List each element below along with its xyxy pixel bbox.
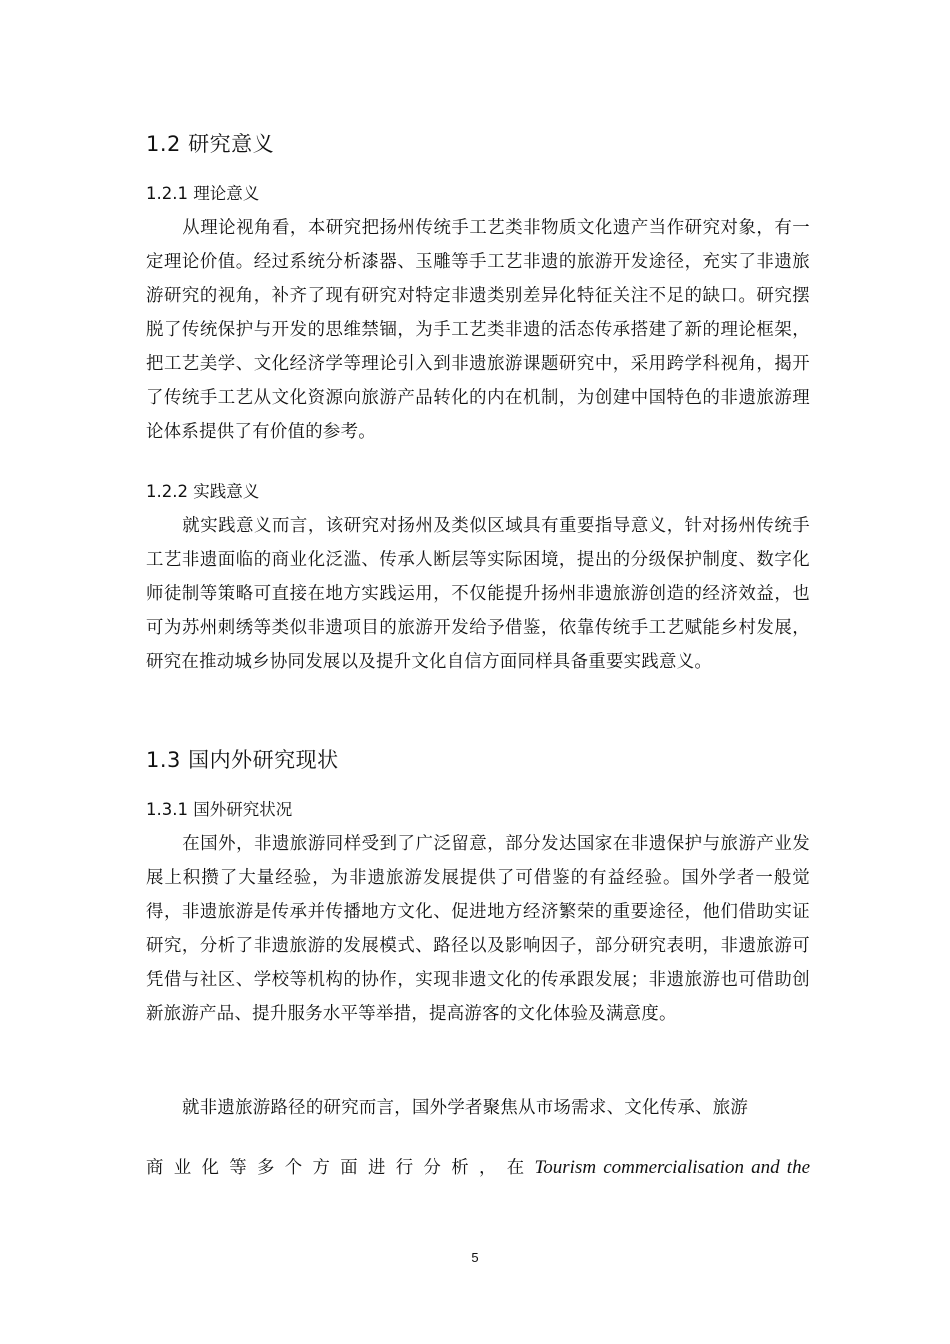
paragraph-text: 在国外，非遗旅游同样受到了广泛留意，部分发达国家在非遗保护与旅游产业发展上积攒了大量经验，为非遗旅游发展提供了可借鉴的有益经验。国外学者一般觉得，非遗旅游是传承并传播地方文化、促进地方经济繁荣的重要途径，他们借助实证研究，分析了非遗旅游的发展模式、路径以及影响因子，部分研究表明，非遗旅游可凭借与社区、学校等机构的协作，实现非遗文化的传承跟发展；非遗旅游也可借助创新旅游产品、提升服务水平等举措，提高游客的文化体验及满意度。 [146,834,810,1024]
subsection-heading-1-2-2: 1.2.2 实践意义 [146,482,260,501]
section-heading-1-3: 1.3 国内外研究现状 [146,748,339,772]
paragraph-theoretical-significance [146,211,810,449]
subsection-heading-1-2-1: 1.2.1 理论意义 [146,184,260,203]
paragraph-foreign-research [146,827,810,1031]
paragraph-text: 就非遗旅游路径的研究而言，国外学者聚焦从市场需求、文化传承、旅游 [182,1098,749,1118]
paragraph-path-research [146,1091,810,1125]
paragraph-practical-significance [146,509,810,679]
paragraph-text: 就实践意义而言，该研究对扬州及类似区域具有重要指导意义，针对扬州传统手工艺非遗面临的商业化泛滥、传承人断层等实际困境，提出的分级保护制度、数字化师徒制等策略可直接在地方实践运用，不仅能提升扬州非遗旅游创造的经济效益，也可为苏州刺绣等类似非遗项目的旅游开发给予借鉴，依靠传统手工艺赋能乡村发展，研究在推动城乡协同发展以及提升文化自信方面同样具备重要实践意义。 [146,516,810,672]
paragraph-continuation-line [146,1153,810,1179]
continuation-chinese-text: 商 业 化 等 多 个 方 面 进 行 分 析 ， 在 [146,1158,527,1178]
page-number: 5 [471,1250,479,1265]
paragraph-text: 从理论视角看，本研究把扬州传统手工艺类非物质文化遗产当作研究对象，有一定理论价值。经过系统分析漆器、玉雕等手工艺非遗的旅游开发途径，充实了非遗旅游研究的视角，补齐了现有研究对特定非遗类别差异化特征关注不足的缺口。研究摆脱了传统保护与开发的思维禁锢，为手工艺类非遗的活态传承搭建了新的理论框架，把工艺美学、文化经济学等理论引入到非遗旅游课题研究中，采用跨学科视角，揭开了传统手工艺从文化资源向旅游产品转化的内在机制，为创建中国特色的非遗旅游理论体系提供了有价值的参考。 [146,218,810,442]
cited-title-italic: Tourism commercialisation and the [534,1157,811,1178]
subsection-heading-1-3-1: 1.3.1 国外研究状况 [146,800,293,819]
section-heading-1-2: 1.2 研究意义 [146,132,275,156]
